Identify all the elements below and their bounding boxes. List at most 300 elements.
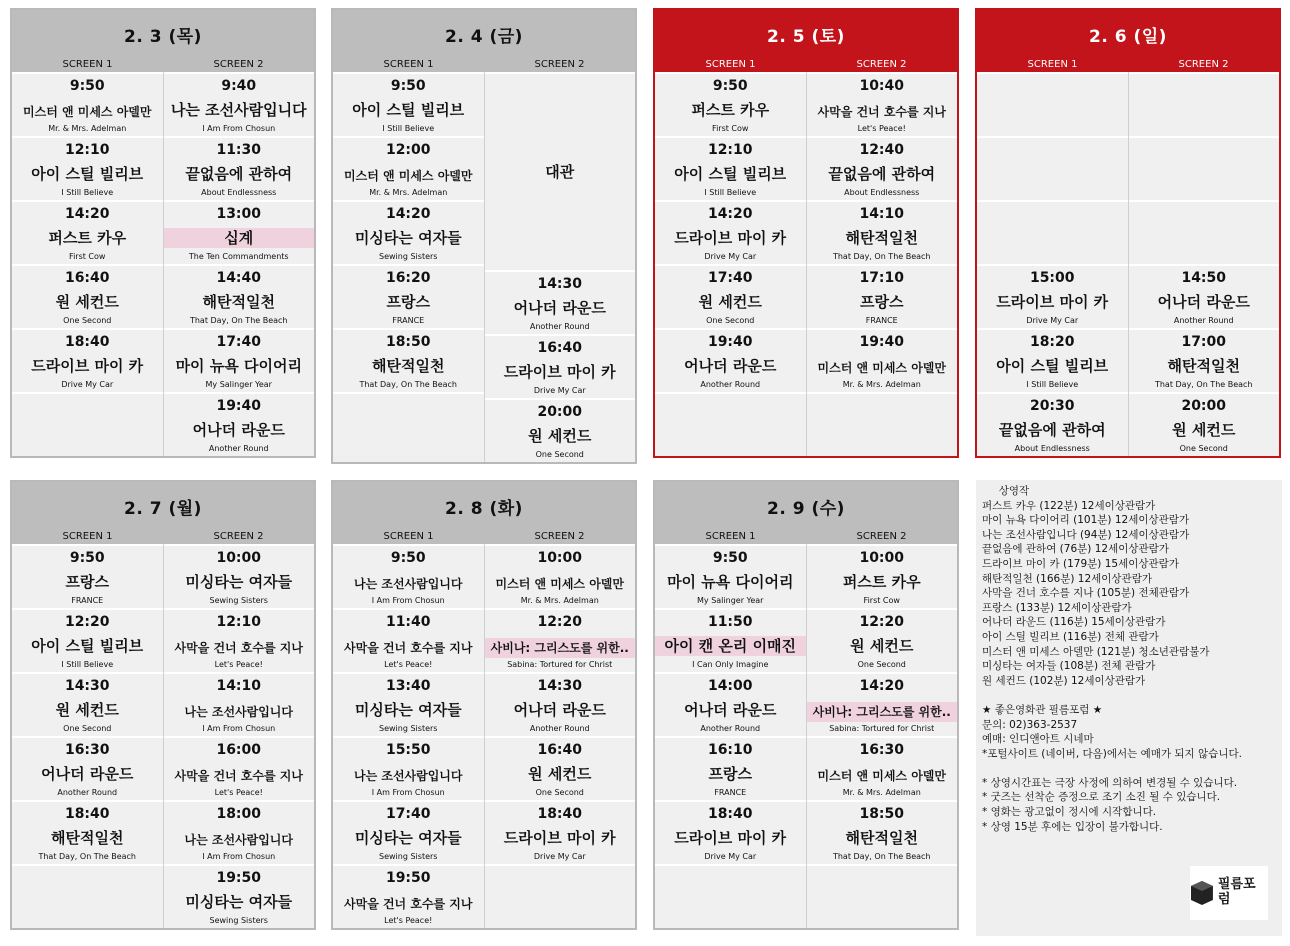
day-block xyxy=(331,8,637,464)
showtime-time: 12:10 xyxy=(707,142,753,158)
showtime-cell xyxy=(333,864,484,928)
movie-title: 나는 조선사람입니다 xyxy=(353,769,463,783)
movie-english-title: One Second xyxy=(63,316,112,325)
showtime-time: 18:20 xyxy=(1029,334,1075,350)
screen-label: SCREEN 1 xyxy=(62,59,113,70)
day-block xyxy=(10,480,316,930)
movie-english-title: Sewing Sisters xyxy=(209,916,268,925)
showtime-time: 14:10 xyxy=(216,678,262,694)
day-title: 2. 9 (수) xyxy=(655,482,957,530)
screen-column xyxy=(1128,72,1280,456)
screen-label: SCREEN 2 xyxy=(1178,59,1229,70)
movie-title: 원 세컨드 xyxy=(55,293,119,311)
showtime-time: 14:40 xyxy=(216,270,262,286)
movie-english-title: Sewing Sisters xyxy=(209,596,268,605)
showtime-cell xyxy=(807,200,958,264)
info-line xyxy=(982,688,1276,703)
showtime-time: 11:30 xyxy=(216,142,262,158)
info-line xyxy=(982,761,1276,776)
movie-title: 원 세컨드 xyxy=(1172,421,1236,439)
showtime-cell xyxy=(333,136,484,200)
showtime-grid xyxy=(977,72,1279,456)
showtime-cell xyxy=(333,72,484,136)
movie-title: 미싱타는 여자들 xyxy=(354,229,462,247)
showtime-cell xyxy=(485,544,636,608)
showtime-time: 12:10 xyxy=(216,614,262,630)
movie-title: 사막을 건너 호수를 지나 xyxy=(344,897,473,911)
showtime-cell xyxy=(485,800,636,864)
movie-english-title: That Day, On The Beach xyxy=(832,252,931,261)
showtime-cell xyxy=(655,608,806,672)
movie-title: 드라이브 마이 카 xyxy=(31,357,144,375)
movie-english-title: Let's Peace! xyxy=(384,916,433,925)
showtime-cell xyxy=(12,392,163,456)
showtime-cell xyxy=(1129,200,1280,264)
showtime-cell xyxy=(333,392,484,456)
showtime-time: 12:10 xyxy=(64,142,110,158)
movie-english-title: One Second xyxy=(535,450,584,459)
showtime-time: 10:00 xyxy=(216,550,262,566)
movie-english-title: About Endlessness xyxy=(1014,444,1090,453)
movie-english-title: FRANCE xyxy=(71,596,104,605)
showtime-time: 16:30 xyxy=(64,742,110,758)
showtime-time: 14:00 xyxy=(707,678,753,694)
movie-english-title: Drive My Car xyxy=(704,852,757,861)
showtime-time: 13:00 xyxy=(216,206,262,222)
movie-english-title: Sabina: Tortured for Christ xyxy=(507,660,613,669)
movie-english-title: Another Round xyxy=(529,724,590,733)
info-line: 문의: 02)363-2537 xyxy=(982,718,1078,731)
showtime-time: 15:50 xyxy=(385,742,431,758)
showtime-time: 11:40 xyxy=(385,614,431,630)
movie-english-title: Another Round xyxy=(57,788,118,797)
movie-title: 대관 xyxy=(545,163,575,181)
movie-english-title: Drive My Car xyxy=(61,380,114,389)
showtime-time: 20:30 xyxy=(1029,398,1075,414)
movie-english-title: I Am From Chosun xyxy=(202,124,276,133)
info-line: 퍼스트 카우 (122분) 12세이상관람가 xyxy=(982,499,1156,512)
showtime-cell xyxy=(164,800,315,864)
screen-label: SCREEN 1 xyxy=(383,59,434,70)
info-line: 상영작 xyxy=(982,485,1030,497)
day-block xyxy=(653,480,959,930)
info-panel xyxy=(976,480,1282,936)
day-block xyxy=(975,8,1281,458)
showtime-cell xyxy=(655,392,806,456)
day-title: 2. 6 (일) xyxy=(977,10,1279,58)
showtime-cell xyxy=(333,264,484,328)
showtime-time: 12:40 xyxy=(859,142,905,158)
showtime-time: 16:40 xyxy=(537,742,583,758)
movie-title: 미스터 앤 미세스 아델만 xyxy=(817,361,946,375)
showtime-time: 9:50 xyxy=(69,78,105,94)
movie-english-title: Mr. & Mrs. Adelman xyxy=(520,596,599,605)
showtime-grid xyxy=(12,72,314,456)
movie-english-title: Let's Peace! xyxy=(857,124,906,133)
movie-english-title: FRANCE xyxy=(865,316,898,325)
showtime-time: 16:20 xyxy=(385,270,431,286)
showtime-time: 16:10 xyxy=(707,742,753,758)
showtime-cell xyxy=(977,72,1128,136)
showtime-time: 9:40 xyxy=(221,78,257,94)
movie-english-title: Drive My Car xyxy=(704,252,757,261)
showtime-cell xyxy=(12,672,163,736)
showtime-time: 9:50 xyxy=(390,550,426,566)
info-line: 마이 뉴욕 다이어리 (101분) 12세이상관람가 xyxy=(982,514,1190,527)
showtime-cell xyxy=(485,270,636,334)
movie-title: 아이 스틸 빌리브 xyxy=(674,165,787,183)
showtime-time: 16:30 xyxy=(859,742,905,758)
showtime-time: 9:50 xyxy=(712,550,748,566)
movie-title: 해탄적일천 xyxy=(845,829,918,847)
showtime-cell xyxy=(655,800,806,864)
movie-title: 어나더 라운드 xyxy=(684,357,777,375)
movie-title: 프랑스 xyxy=(708,765,752,783)
movie-title: 해탄적일천 xyxy=(202,293,275,311)
showtime-cell xyxy=(164,864,315,928)
screen-column xyxy=(12,72,163,456)
movie-title: 어나더 라운드 xyxy=(684,701,777,719)
movie-title: 아이 스틸 빌리브 xyxy=(352,101,465,119)
movie-title: 프랑스 xyxy=(65,573,109,591)
movie-english-title: One Second xyxy=(63,724,112,733)
showtime-cell xyxy=(12,800,163,864)
showtime-time: 19:50 xyxy=(216,870,262,886)
showtime-time: 16:40 xyxy=(537,340,583,356)
showtime-time: 14:10 xyxy=(859,206,905,222)
showtime-time: 18:40 xyxy=(64,334,110,350)
movie-title: 해탄적일천 xyxy=(1167,357,1240,375)
info-line: ★ 좋은영화관 필름포럼 ★ xyxy=(982,703,1103,716)
showtime-cell xyxy=(164,328,315,392)
movie-english-title: The Ten Commandments xyxy=(188,252,289,261)
screen-column xyxy=(655,72,806,456)
movie-english-title: Another Round xyxy=(1173,316,1234,325)
movie-english-title: One Second xyxy=(706,316,755,325)
showtime-grid xyxy=(333,544,635,928)
movie-title: 끝없음에 관하여 xyxy=(998,421,1106,439)
movie-title: 미싱타는 여자들 xyxy=(354,701,462,719)
showtime-cell xyxy=(333,736,484,800)
showtime-cell xyxy=(164,264,315,328)
showtime-cell xyxy=(164,72,315,136)
showtime-cell xyxy=(807,608,958,672)
info-line: * 상영 15분 후에는 입장이 불가합니다. xyxy=(982,820,1163,833)
film-forum-logo xyxy=(1190,866,1268,920)
showtime-time: 18:50 xyxy=(859,806,905,822)
movie-english-title: I Am From Chosun xyxy=(371,596,445,605)
movie-title: 미싱타는 여자들 xyxy=(185,893,293,911)
showtime-cell xyxy=(977,136,1128,200)
showtime-cell xyxy=(655,264,806,328)
showtime-cell xyxy=(977,392,1128,456)
showtime-cell xyxy=(1129,264,1280,328)
screen-column xyxy=(333,72,484,462)
screen-label: SCREEN 1 xyxy=(1027,59,1078,70)
showtime-time: 18:50 xyxy=(385,334,431,350)
movie-english-title: I Still Believe xyxy=(382,124,435,133)
showtime-cell xyxy=(977,328,1128,392)
showtime-time: 9:50 xyxy=(69,550,105,566)
movie-english-title: I Can Only Imagine xyxy=(692,660,769,669)
showtime-cell xyxy=(164,136,315,200)
showtime-cell xyxy=(807,864,958,928)
movie-english-title: Another Round xyxy=(529,322,590,331)
info-line: 미싱타는 여자들 (108분) 전체 관람가 xyxy=(982,660,1156,673)
showtime-cell xyxy=(977,200,1128,264)
info-line: * 영화는 광고없이 정시에 시작합니다. xyxy=(982,806,1157,819)
showtime-cell xyxy=(655,672,806,736)
movie-title: 어나더 라운드 xyxy=(192,421,285,439)
movie-english-title: I Still Believe xyxy=(61,660,114,669)
movie-english-title: I Am From Chosun xyxy=(371,788,445,797)
day-title: 2. 4 (금) xyxy=(333,10,635,58)
movie-title: 끝없음에 관하여 xyxy=(828,165,936,183)
showtime-cell xyxy=(12,608,163,672)
showtime-cell xyxy=(485,864,636,928)
logo-text: 필름포럼 xyxy=(1217,877,1256,907)
movie-english-title: Sewing Sisters xyxy=(379,852,438,861)
movie-title: 드라이브 마이 카 xyxy=(503,363,616,381)
movie-title: 드라이브 마이 카 xyxy=(674,829,787,847)
movie-title: 드라이브 마이 카 xyxy=(674,229,787,247)
movie-title: 원 세컨드 xyxy=(528,765,592,783)
showtime-time: 14:30 xyxy=(537,678,583,694)
screen-labels xyxy=(12,58,314,72)
movie-english-title: FRANCE xyxy=(714,788,747,797)
showtime-cell xyxy=(164,544,315,608)
movie-english-title: First Cow xyxy=(712,124,749,133)
movie-title: 끝없음에 관하여 xyxy=(185,165,293,183)
movie-english-title: I Still Believe xyxy=(704,188,757,197)
showtime-cell xyxy=(807,736,958,800)
movie-title: 미스터 앤 미세스 아델만 xyxy=(495,577,624,591)
movie-title: 십계 xyxy=(164,228,315,248)
day-block xyxy=(10,8,316,458)
showtime-grid xyxy=(655,544,957,928)
movie-english-title: One Second xyxy=(1179,444,1228,453)
showtime-time: 17:40 xyxy=(216,334,262,350)
showtime-cell xyxy=(655,136,806,200)
day-block xyxy=(331,480,637,930)
screen-labels xyxy=(977,58,1279,72)
showtime-cell xyxy=(333,608,484,672)
showtime-cell xyxy=(333,200,484,264)
showtime-cell xyxy=(807,328,958,392)
movie-title: 퍼스트 카우 xyxy=(691,101,770,119)
showtime-cell xyxy=(12,736,163,800)
movie-english-title: Sabina: Tortured for Christ xyxy=(829,724,935,733)
movie-english-title: My Salinger Year xyxy=(697,596,764,605)
screen-labels xyxy=(12,530,314,544)
movie-english-title: Sewing Sisters xyxy=(379,724,438,733)
movie-english-title: I Am From Chosun xyxy=(202,852,276,861)
showtime-cell xyxy=(655,544,806,608)
showtime-cell xyxy=(12,264,163,328)
movie-title: 마이 뉴욕 다이어리 xyxy=(667,573,794,591)
movie-english-title: One Second xyxy=(857,660,906,669)
movie-title: 나는 조선사람입니다 xyxy=(184,705,293,719)
movie-english-title: Another Round xyxy=(208,444,269,453)
showtime-cell xyxy=(485,608,636,672)
cube-logo-icon xyxy=(1190,880,1214,906)
showtime-time: 14:30 xyxy=(64,678,110,694)
showtime-time: 10:40 xyxy=(859,78,905,94)
showtime-time: 14:20 xyxy=(859,678,905,694)
movie-english-title: That Day, On The Beach xyxy=(359,380,458,389)
showtime-time: 10:00 xyxy=(537,550,583,566)
day-title: 2. 3 (목) xyxy=(12,10,314,58)
showtime-cell xyxy=(807,136,958,200)
info-line: * 상영시간표는 극장 사정에 의하여 변경될 수 있습니다. xyxy=(982,776,1238,789)
showtime-time: 13:40 xyxy=(385,678,431,694)
info-line: 드라이브 마이 카 (179분) 15세이상관람가 xyxy=(982,557,1179,570)
screen-label: SCREEN 2 xyxy=(534,531,585,542)
movie-english-title: FRANCE xyxy=(392,316,425,325)
movie-title: 미싱타는 여자들 xyxy=(354,829,462,847)
showtime-time: 14:20 xyxy=(707,206,753,222)
showtime-cell xyxy=(655,328,806,392)
movie-title: 어나더 라운드 xyxy=(513,701,606,719)
showtime-cell xyxy=(164,736,315,800)
movie-english-title: Let's Peace! xyxy=(214,660,263,669)
movie-english-title: First Cow xyxy=(863,596,900,605)
showtime-time: 19:40 xyxy=(859,334,905,350)
movie-title: 원 세컨드 xyxy=(528,427,592,445)
movie-english-title: Mr. & Mrs. Adelman xyxy=(369,188,448,197)
showtime-cell xyxy=(164,608,315,672)
showtime-cell xyxy=(12,328,163,392)
movie-title: 아이 스틸 빌리브 xyxy=(31,165,144,183)
showtime-cell xyxy=(807,264,958,328)
screen-label: SCREEN 2 xyxy=(856,531,907,542)
showtime-cell xyxy=(12,544,163,608)
showtime-cell xyxy=(12,200,163,264)
showtime-time: 14:30 xyxy=(537,276,583,292)
movie-english-title: Let's Peace! xyxy=(384,660,433,669)
movie-english-title: Drive My Car xyxy=(1026,316,1079,325)
showtime-time: 19:50 xyxy=(385,870,431,886)
screen-label: SCREEN 2 xyxy=(856,59,907,70)
screen-label: SCREEN 1 xyxy=(62,531,113,542)
showtime-cell xyxy=(164,672,315,736)
movie-english-title: Let's Peace! xyxy=(214,788,263,797)
movie-title: 아이 스틸 빌리브 xyxy=(996,357,1109,375)
showtime-cell xyxy=(12,864,163,928)
screen-labels xyxy=(333,58,635,72)
movie-title: 드라이브 마이 카 xyxy=(503,829,616,847)
screen-column xyxy=(163,544,315,928)
movie-title: 어나더 라운드 xyxy=(1157,293,1250,311)
movie-english-title: Drive My Car xyxy=(533,386,586,395)
movie-english-title: I Still Believe xyxy=(61,188,114,197)
showtime-time: 20:00 xyxy=(537,404,583,420)
showtime-time: 17:10 xyxy=(859,270,905,286)
movie-title: 나는 조선사람입니다 xyxy=(353,577,463,591)
movie-english-title: Another Round xyxy=(700,380,761,389)
movie-english-title: Drive My Car xyxy=(533,852,586,861)
showtime-grid xyxy=(655,72,957,456)
showtime-time: 16:40 xyxy=(64,270,110,286)
day-block xyxy=(653,8,959,458)
showtime-time: 14:20 xyxy=(385,206,431,222)
movie-title: 어나더 라운드 xyxy=(41,765,134,783)
screen-label: SCREEN 2 xyxy=(213,531,264,542)
showtime-time: 14:20 xyxy=(64,206,110,222)
day-title: 2. 5 (토) xyxy=(655,10,957,58)
showtime-cell xyxy=(1129,136,1280,200)
movie-title: 사비나: 그리스도를 위한.. xyxy=(807,702,958,722)
showtime-time: 9:50 xyxy=(712,78,748,94)
movie-title: 사막을 건너 호수를 지나 xyxy=(174,769,303,783)
movie-english-title: I Am From Chosun xyxy=(202,724,276,733)
info-line: 예매: 인디앤아트 시네마 xyxy=(982,733,1094,746)
showtime-time: 18:40 xyxy=(707,806,753,822)
showtime-time: 9:50 xyxy=(390,78,426,94)
showtime-time: 12:00 xyxy=(385,142,431,158)
movie-english-title: Mr. & Mrs. Adelman xyxy=(48,124,127,133)
screen-label: SCREEN 1 xyxy=(705,531,756,542)
showtime-cell xyxy=(12,72,163,136)
showtime-time: 19:40 xyxy=(216,398,262,414)
movie-english-title: About Endlessness xyxy=(201,188,277,197)
showtime-cell xyxy=(655,736,806,800)
movie-title: 퍼스트 카우 xyxy=(842,573,921,591)
movie-title: 원 세컨드 xyxy=(55,701,119,719)
showtime-cell xyxy=(485,736,636,800)
showtime-time: 20:00 xyxy=(1181,398,1227,414)
showtime-time: 12:20 xyxy=(64,614,110,630)
showtime-cell xyxy=(164,392,315,456)
movie-title: 퍼스트 카우 xyxy=(48,229,127,247)
showtime-cell xyxy=(807,544,958,608)
movie-title: 마이 뉴욕 다이어리 xyxy=(175,357,302,375)
screen-label: SCREEN 2 xyxy=(534,59,585,70)
movie-title: 프랑스 xyxy=(386,293,430,311)
showtime-time: 12:20 xyxy=(537,614,583,630)
showtime-cell xyxy=(807,392,958,456)
showtime-grid xyxy=(333,72,635,462)
showtime-cell xyxy=(977,264,1128,328)
showtime-time: 12:20 xyxy=(859,614,905,630)
showtime-time: 15:00 xyxy=(1029,270,1075,286)
movie-english-title: That Day, On The Beach xyxy=(1154,380,1253,389)
showtime-cell xyxy=(807,672,958,736)
info-line: 사막을 건너 호수를 지나 (105분) 전체관람가 xyxy=(982,587,1190,600)
info-text xyxy=(982,484,1276,834)
screen-column xyxy=(655,544,806,928)
movie-english-title: First Cow xyxy=(69,252,106,261)
movie-english-title: About Endlessness xyxy=(844,188,920,197)
info-line: 아이 스틸 빌리브 (116분) 전체 관람가 xyxy=(982,630,1159,643)
movie-english-title: One Second xyxy=(535,788,584,797)
info-line: 프랑스 (133분) 12세이상관람가 xyxy=(982,601,1132,614)
showtime-time: 10:00 xyxy=(859,550,905,566)
info-line: 원 세컨드 (102분) 12세이상관람가 xyxy=(982,674,1146,687)
movie-title: 미싱타는 여자들 xyxy=(185,573,293,591)
movie-title: 아이 캔 온리 이매진 xyxy=(655,636,806,656)
screen-column xyxy=(806,544,958,928)
info-line: 끝없음에 관하여 (76분) 12세이상관람가 xyxy=(982,543,1169,556)
info-line: 나는 조선사람입니다 (94분) 12세이상관람가 xyxy=(982,528,1190,541)
screen-labels xyxy=(333,530,635,544)
showtime-cell xyxy=(333,544,484,608)
info-line: 미스터 앤 미세스 아델만 (121분) 청소년관람불가 xyxy=(982,645,1210,658)
showtime-time: 16:00 xyxy=(216,742,262,758)
showtime-time: 17:40 xyxy=(707,270,753,286)
showtime-cell xyxy=(485,334,636,398)
screen-column xyxy=(806,72,958,456)
